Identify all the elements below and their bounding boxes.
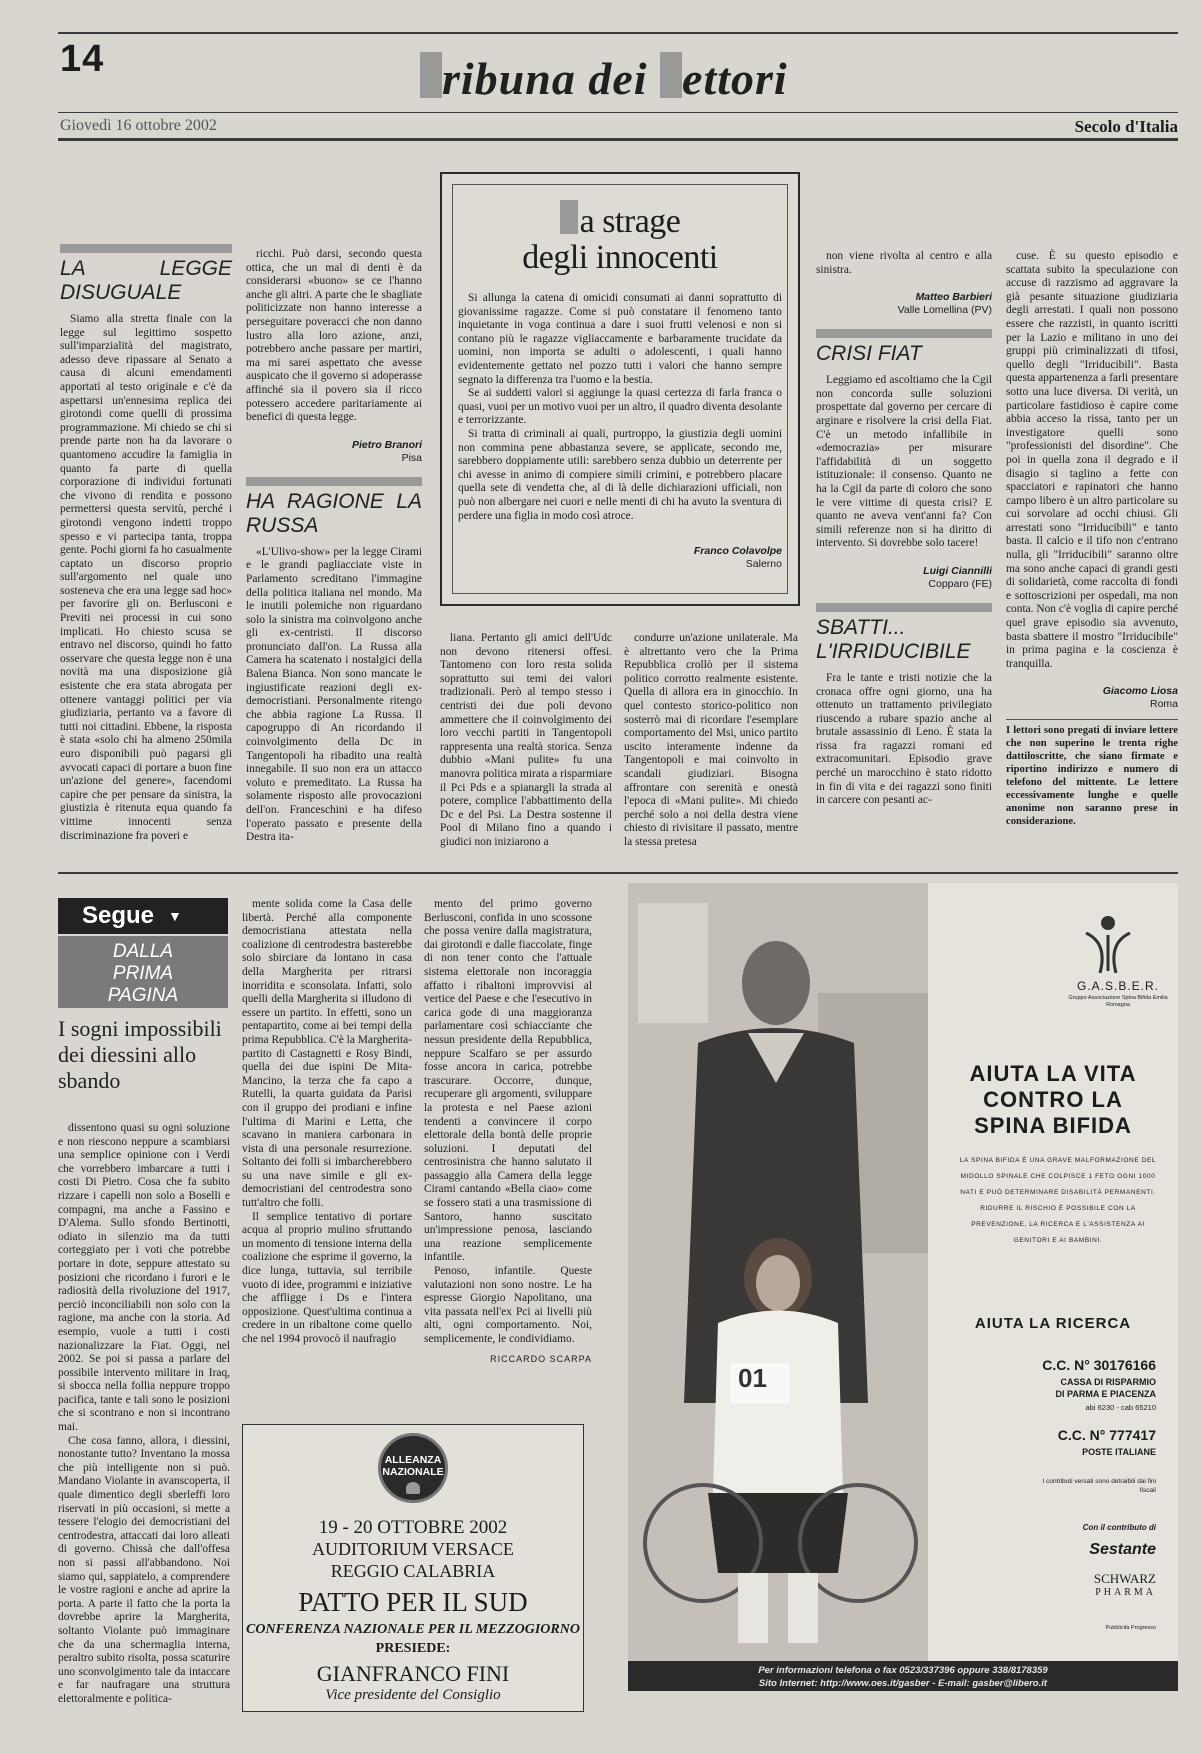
account-number-2: C.C. N° 777417 xyxy=(1057,1427,1156,1443)
featured-title-line1: a strage xyxy=(579,203,681,240)
headline-line: AIUTA LA VITA xyxy=(969,1061,1137,1086)
segue-title: I sogni impossibili dei diessini allo sbando xyxy=(58,1016,222,1093)
footer-web: Sito Internet: http://www.oes.it/gasber - E-mail: gasber@libero.it xyxy=(758,1678,1048,1689)
masthead-cap-t xyxy=(420,52,442,98)
article-title: LA LEGGE DISUGUALE xyxy=(60,257,232,304)
segue-signature: RICCARDO SCARPA xyxy=(490,1353,592,1364)
bank-name-1b: DI PARMA E PIACENZA xyxy=(1055,1389,1156,1399)
ad-photo xyxy=(628,883,928,1678)
event-subtitle: CONFERENZA NAZIONALE PER IL MEZZOGIORNO xyxy=(246,1622,580,1637)
ad-credit: Pubblicità Progresso xyxy=(1105,1625,1156,1631)
dpp-line: DALLA xyxy=(112,941,174,962)
article-title: SBATTI... L'IRRIDUCIBILE xyxy=(816,615,971,663)
top-rule xyxy=(58,32,1178,34)
column-6 xyxy=(1006,250,1178,850)
article-body: Si tratta di criminali ai quali, purtroppo, la giustizia degli uomini non commina pene abbastanza severe, se applicate, secondo me, sarebbero doppiamente utili: sarebbero senza dubbio un deterrente per chi avesse in animo di compiere simili crimini, e potrebbero placare quella sete di vendetta che, al di là delle dichiarazioni ufficiali, non può non albergare nei cuori e nelle menti di chi ha avuto la sventura di perdere una figlia in modo così atroce. xyxy=(458,427,782,522)
org-name: G.A.S.B.E.R. xyxy=(1076,979,1160,993)
masthead-text-2: ettori xyxy=(682,53,788,104)
article-body: Fra le tante e tristi notizie che la cronaca offre ogni giorno, una ha ottenuto un trattamento privilegiato riuscendo a rubare spazio anche al brutale assassinio di Leno. È stata la rissa fra ragazzi romani ed extracomunitari. Episodio grave perché un marocchino è stato ridotto in fin di vita e dei ragazzi sono finiti in carcere con pesanti ac- xyxy=(816,671,992,807)
column-rule xyxy=(816,329,992,338)
bib-number: 01 xyxy=(738,1363,767,1393)
article-body: cuse. È su questo episodio e scattata subito la speculazione con accuse di razzismo ad aggravare la già pesante situazione giudiziaria degli arrestati. I quali non possono essere che razzisti, in quanto iscritti per la Lazio e militano in uno dei gruppi più criminalizzati di tifosi, quello degli "Irriducibili". Basta questa appartenenza a farli presentare sotto una luce diversa. Di verità, un particolare fastidioso è capire come abbia acceso la rissa, tanto per un investigatore quelli sono "professionisti del disordine". Che poi in quella zona il degrado e il disagio si taglino a fette con spacciatori e rapinatori che hanno campo libero è un altro particolare su cui sorvolare ad occhi chiusi. Gli arrestati sono "Irriducibili" e tanto basta. Il calcio e il tifo non c'entrano nulla, gli "Irriducibili" saranno oltre ma sono anche capaci di grandi gesti di solidarietà, come raccolta di fondi e sottoscrizioni per ospedali, ma non conta. Non c'è voglia di capire perché quel grave episodio sia avvenuto, basta sbattere il mostro "Irriducibile" in prima pagina e la coscienza è tranquilla. xyxy=(1006,250,1178,670)
signature-place: Salerno xyxy=(745,558,782,571)
ad-photo-illustration xyxy=(628,883,928,1678)
article-body: Il semplice tentativo di portare acqua al proprio mulino sfruttando un momento di tensione interna della coalizione che esprime il governo, la dice lunga, tuttavia, sul terribile vuoto di idee, programmi e iniziative che affligge i Ds e l'intera opposizione. Quest'ultima continua a credere in un ribaltone come quello che nel 1994 provocò il naufragio xyxy=(242,1210,412,1345)
article-body: Siamo alla stretta finale con la legge sul legittimo sospetto sull'imparzialità del magistrato, adesso deve ripassare al Senato a causa di alcuni emendamenti apportati al testo originale e c'è da aspettarsi un'ennesima replica dei girotondi come quelli di prossima programmazione. Mi chiedo se chi si prende parte non ha da lavorare o quantomeno accudire la famiglia in quanto fa parte di quella corporazione di individui fortunati che vivono di rendita e possono permettersi questa servitù, perché i girotondi vengono indetti troppo spesso e vi partecipa tanta, troppa gente. Pochi giorni fa ho casualmente captato un discorso proprio sull'argomento nel quale uno sosteneva che era una legge sad hoc» per favorire gli on. Berlusconi e Previti nei processi in cui sono implicati. Ho chiesto scusa se entravo nel discorso, quindi ho fatto osservare che questa legge non è una novità ma una disposizione già esistente che era stata abrogata per ottenere vantaggi politici per via giudiziaria, pertanto va a favore di tutti noi cittadini. Ebbene, la risposta è stata «solo chi ha almeno 250mila euro disponibili può pagarsi gli avvocati capaci di portare a buon fine un'azione del genere», facendomi capire che per pensare da sinistra, la giustizia è ritenuta equa quando fa vittime innocenti senza discriminazione fra poveri e xyxy=(60,313,232,842)
article-body: non viene rivolta al centro e alla sinistra. xyxy=(816,250,992,276)
presiede-label: PRESIEDE: xyxy=(375,1641,451,1656)
article-title: CRISI FIAT xyxy=(816,342,922,366)
article-body: Si allunga la catena di omicidi consumati ai danni soprattutto di giovanissime ragazze. Come si può constatare il fenomeno tanto inquietante in voga continua a dare i suoi frutti velenosi e non si contano più le ragazze vigliaccamente e barbaramente trucidate da uomini, non importa se adulti o adolescenti, i quali hanno evidentemente gettato nel pozzo tutti i valori che hanno sempre segnato la differenza tra l'uomo e la bestia. xyxy=(458,292,782,386)
featured-title xyxy=(442,200,798,276)
logo-text: ALLEANZA xyxy=(384,1454,442,1466)
signature-name: Pietro Branori xyxy=(351,438,422,451)
arrow-down-icon: ▼ xyxy=(168,908,182,924)
section-divider xyxy=(58,872,1178,874)
headline-line: CONTRO LA xyxy=(983,1087,1123,1112)
alleanza-nazionale-ad xyxy=(242,1424,584,1712)
segue-column-1 xyxy=(58,1122,230,1712)
dpp-line: PRIMA xyxy=(112,963,174,984)
signature-name: Franco Colavolpe xyxy=(693,545,782,558)
segue-column-2 xyxy=(242,898,412,1418)
signature-place: Copparo (FE) xyxy=(928,577,992,590)
featured-title-line2: degli innocenti xyxy=(522,239,718,276)
article-body: condurre un'azione unilaterale. Ma è altrettanto vero che la Prima Repubblica crollò per il sistema politico corrotto realmente esistente. Quella di allora era in ginocchio. In quel contesto storico-politico non sosterrò mai di ricordare l'esemplare comportamento del Msi, unico partito uscito interamente indenne da Tangentopoli e mai coinvolto in scandali giudiziari. Bisogna affrontare con serenità e onestà l'epoca di «Mani pulite». Mi chiedo perché solo a noi della destra viene chiesto di rivisitare il passato, mentre la stessa pretesa xyxy=(624,632,798,848)
sponsor-label: Con il contributo di xyxy=(1082,1523,1156,1532)
signature-name: Giacomo Liosa xyxy=(1102,685,1178,698)
signature-name: Luigi Ciannilli xyxy=(923,564,992,577)
ad-research-headline: AIUTA LA RICERCA xyxy=(974,1315,1132,1332)
signature-name: Matteo Barbieri xyxy=(915,291,992,304)
column-1 xyxy=(60,244,232,844)
gasber-logo-icon xyxy=(1080,913,1136,973)
event-venue: AUDITORIUM VERSACE xyxy=(312,1539,514,1559)
sponsor-schwarz: SCHWARZ xyxy=(1093,1571,1156,1586)
event-dates: 19 - 20 OTTOBRE 2002 xyxy=(318,1517,508,1538)
article-body: mento del primo governo Berlusconi, confida in uno scossone che possa venire dalla magistratura, dai girotondi e dalle fiaccolate, finge di non tener conto che l'attuale sistema elettorale non incoraggia affatto i ribaltoni improvvisi al vertice del Paese e che l'esecutivo in carica gode di una maggioranza parlamentare così schiacciante che nessun presidente della Repubblica, neppure Scalfaro se per assurdo fosse ancora in carica, potrebbe trascurare. Occorre, dunque, recuperare gli argomenti, sviluppare la protesta e nel Paese azioni tendenti a convincere il corpo elettorale della bontà delle proprie soluzioni. I deputati del centrosinistra che hanno salutato il passaggio alla Camera della legge Cirami cantando «Bella ciao» come se fossero stati a una trasmissione di Santoro, hanno suscitato un'impressione penosa, lasciando una reazione semplicemente infantile. xyxy=(424,898,592,1264)
column-rule xyxy=(246,477,422,486)
header-rule xyxy=(58,112,1178,113)
header-rule-bottom xyxy=(58,138,1178,141)
ad-footer xyxy=(628,1661,1178,1691)
flame-icon xyxy=(406,1482,420,1494)
article-title: HA RAGIONE LA RUSSA xyxy=(246,489,422,537)
bank-name-1: CASSA DI RISPARMIO xyxy=(1060,1377,1156,1387)
signature-place: Pisa xyxy=(401,451,422,464)
article-body: Che cosa fanno, allora, i diessini, nonostante tutto? Inventano la mossa che più intelligente non si può. Mandano Violante in avanscoperta, il quale dimentico degli sberleffi loro riservati in più occasioni, si mette a tessere l'elogio dei democristiani del centrodestra, attaccati dai loro alleati di governo. Chissà che dall'offesa non si passi all'abbandono. Noi siamo qui, sappiatelo, a comprendere le vostre ragioni e anche ad aprire la porta. A parte il fatto che la porta la dovrebbe aprire la Margherita, soltanto Violante può immaginare che da una schermaglia interna, peraltro subito risolta, possa scaturire uno sconvolgimento tale da intaccare e far naufragare una struttura elettoralmente e politica- xyxy=(58,1434,230,1705)
logo-text: NAZIONALE xyxy=(382,1466,444,1478)
ad-body-text: LA SPINA BIFIDA È UNA GRAVE MALFORMAZIONE DEL MIDOLLO SPINALE CHE COLPISCE 1 FETO OGNI 1000 NATI E PUÒ DETERMINARE DISABILITÀ PERMANENTI. RIDURRE IL RISCHIO È POSSIBILE CON LA PREVENZIONE, LA RICERCA E L'ASSISTENZA AI GENITORI E AI BAMBINI. xyxy=(959,1157,1157,1244)
issue-date: Giovedì 16 ottobre 2002 xyxy=(60,117,217,134)
article-body: Leggiamo ed ascoltiamo che la Cgil non concorda sulle soluzioni prospettate dal governo per cercare di arginare e risolvere la crisi della Fiat. C'è un metodo infallibile in «democrazia» per misurare l'affidabilità di un soggetto istituzionale: il consenso. Quanto ne ha la Cgil da parte di coloro che sono le vere vittime di questa crisi? E quanto ne aveva vent'anni fa? Con simili referenze non si ha diritto di intervento. Si dovrebbe solo tacere! xyxy=(816,374,992,550)
sponsor-sestante: Sestante xyxy=(1089,1541,1156,1558)
segue-column-3 xyxy=(424,898,592,1418)
featured-body xyxy=(458,292,782,571)
ad-headline xyxy=(938,1061,1168,1139)
segue-banner xyxy=(58,898,228,934)
org-subtitle: Gruppo Associazione Spina Bifida Emilia Romagna xyxy=(1068,995,1168,1008)
signature-place: Valle Lomellina (PV) xyxy=(897,304,992,317)
column-4-continued xyxy=(624,632,798,852)
column-2 xyxy=(246,248,422,848)
article-body: mente solida come la Casa delle libertà. Perché alla componente democristiana attestata nella coalizione di centrodestra basterebbe solo sbirciare da lontano in casa della Margherita per ritrarsi inorridita e sconsolata. Infatti, solo quelli della Margherita si illudono di essere un partito. In effetti, sono un pentapartito, come ai bei tempi della prima Repubblica. C'è la Margherita-partito di Castagnetti e Rosy Bindi, quella dei due ispini De Mita-Mancino, la terza che fa capo a Rutelli, la quarta guidata da Parisi con il gruppo dei prodiani e infine l'ultima di Marini e Letta, che scavano in maniera carbonara in vista di una personale resurrezione. Soltanto dei folli si imbarcherebbero su una nave simile e gli ex-democristiani del centrodestra sono tutt'altro che folli. xyxy=(242,898,412,1210)
column-3-continued xyxy=(440,632,612,852)
event-city: REGGIO CALABRIA xyxy=(330,1561,496,1581)
event-name: PATTO PER IL SUD xyxy=(298,1587,528,1617)
masthead-cap-l xyxy=(660,52,682,98)
signature-place: Roma xyxy=(1149,698,1178,711)
column-rule xyxy=(816,603,992,612)
gasber-ad xyxy=(628,883,1178,1691)
segue-label: Segue xyxy=(82,902,155,929)
masthead xyxy=(420,52,840,105)
tax-deduction-note: I contributi versati sono detraibili dai fini fiscali xyxy=(1042,1478,1156,1494)
bank-codes: abi 6230 - cab 65210 xyxy=(1085,1403,1156,1412)
presiding-name: GIANFRANCO FINI xyxy=(316,1661,510,1686)
account-number-1: C.C. N° 30176166 xyxy=(1042,1357,1156,1373)
article-body: Penoso, infantile. Queste valutazioni non sono nostre. Le ha espresse Giorgio Napolitano, una vita passata nell'ex Pci ai livelli più alti, ogni comportamento. Noi, semplicemente, le condividiamo. xyxy=(424,1265,592,1345)
sponsor-pharma: PHARMA xyxy=(1095,1587,1156,1598)
presiding-role: Vice presidente del Consiglio xyxy=(325,1687,501,1703)
column-rule xyxy=(60,244,232,253)
title-cap-block xyxy=(560,200,578,234)
dpp-line: PAGINA xyxy=(107,985,179,1006)
article-body: dissentono quasi su ogni soluzione e non riescono neppure a scambiarsi una semplice opinione con i Verdi che vorrebbero imbarcare a tutti i costi Di Pietro. Cosa che fa subito rizzare i capelli non solo a Boselli e compagni, ma anche a Fassino e D'Alema. Sullo sfondo Bertinotti, odiato in silenzio ma da tutti corteggiato per i voti che potrebbe portare in dote, seppure attestato su posizioni che ricordano i furori e le radiosità della rivoluzione del 1917, perciò inconciliabili non solo con la ragione, ma anche con la storia. Ad esempio, vuole a tutti i costi nazionalizzare la Fiat. Oggi, nel 2002. Se poi si passa a parlare del possibile intervento militare in Iraq, si sbocca nella follia neppure troppo pacifica, tante e tali sono le posizioni che si scontrano e non si incontrano mai. xyxy=(58,1122,230,1434)
reader-notice: I lettori sono pregati di inviare lettere che non superino le trenta righe dattiloscritte, che siano firmate e riportino indirizzo e numero di telefono del mittente. Le lettere eccessivamente lunghe e quelle anonime non saranno prese in considerazione. xyxy=(1006,719,1178,828)
article-body: liana. Pertanto gli amici dell'Udc non devono ritenersi offesi. Tantomeno con loro resta solida soprattutto sui temi dei valori tradizionali. Però al tempo stesso i centristi dei due poli devono ammettere che il coinvolgimento dei loro vecchi partiti in Tangentopoli rappresenta una realtà storica. Senza dubbio «Mani pulite» fu una manovra politica mirata a risparmiare il Pci Pds e a spianargli la strada al potere, complice l'abbattimento della Dc e del Psi. La Destra sostenne il Pool di Milano fino a quando i giudici non iniziarono a xyxy=(440,632,612,848)
bank-name-2: POSTE ITALIANE xyxy=(1082,1447,1156,1457)
article-body: Se ai suddetti valori si aggiunge la quasi certezza di farla franca o quasi, vuoi per un motivo vuoi per un altro, il quadro diventa desolante e terrorizzante. xyxy=(458,387,782,427)
article-body: ricchi. Può darsi, secondo questa ottica, che un mal di denti è da considerarsi «buono» se ce l'hanno anche gli altri. A parte che le sbagliate politicizzate non hanno interesse a perseguitare poveracci che non danno lustro alla loro azione, anzi, potrebbero anche passare per martiri, ma mi sarei aspettato che avesse auspicato che il governo si adoperasse affinché sia il povero sia il ricco potessero accedere paritariamente ai benefici di questa legge. xyxy=(246,248,422,424)
page-number: 14 xyxy=(60,38,105,80)
alleanza-nazionale-logo xyxy=(378,1433,448,1503)
newspaper-name: Secolo d'Italia xyxy=(1074,117,1178,136)
headline-line: SPINA BIFIDA xyxy=(974,1113,1132,1138)
footer-phone: Per informazioni telefona o fax 0523/337396 oppure 338/8178359 xyxy=(758,1665,1048,1676)
article-body: «L'Ulivo-show» per la legge Cirami e le grandi pagliacciate viste in Parlamento screditano l'immagine della politica italiana nel mondo. Ma le inutili polemiche non riguardano solo la sinistra ma coinvolgono anche gli ex-centristi. Il discorso pronunciato dall'on. La Russa alla Camera ha scatenato i nostalgici della Balena Bianca. Non sono mancate le ingiustificate reazioni degli ex-democristiani. Personalmente ritengo che abbia ragione La Russa. Il capogruppo di An ricordando il coinvolgimento della Dc in Tangentopoli ha ribadito una realtà innegabile. Il suo non era un attacco voluto e premeditato. La Russa ha solamente risposto alle provocazioni dell'on. Franceschini e ha difeso l'operato passato e presente della Destra ita- xyxy=(246,545,422,844)
column-5 xyxy=(816,250,992,850)
from-front-page-banner xyxy=(58,936,228,1008)
featured-letter-box xyxy=(440,172,800,606)
masthead-text-1: ribuna dei xyxy=(442,53,648,104)
